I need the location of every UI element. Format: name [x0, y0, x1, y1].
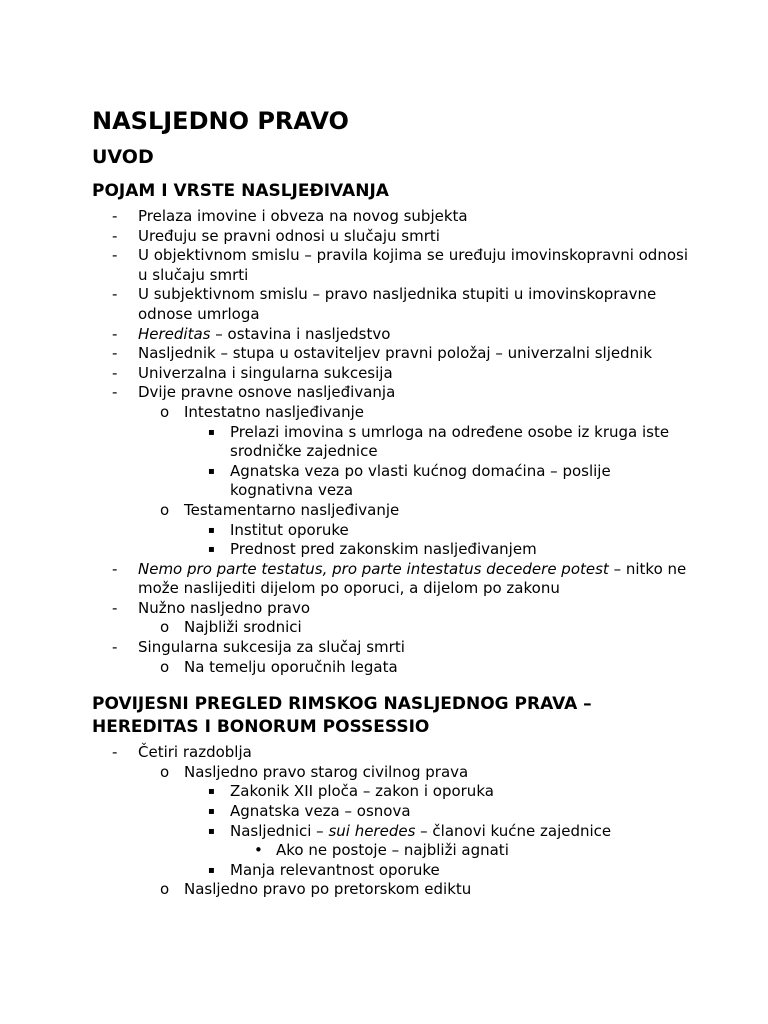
- circle-marker: o: [160, 762, 170, 781]
- list-item: ▪ Nasljednici – sui heredes – članovi kućne zajednice • Ako ne postoje – najbliži agnati: [184, 822, 692, 861]
- dash-marker: -: [112, 226, 118, 245]
- dash-marker: -: [112, 743, 118, 762]
- dash-marker: -: [112, 598, 118, 617]
- list-item: - Dvije pravne osnove nasljeđivanja o Intestatno nasljeđivanje ▪ Prelazi imovina s umrloga na određene osobe iz kruga iste srodničke zajednice ▪ Agnatska veza po vlasti kućnog domaćina – poslije kognativna veza o Testamentarno nasljeđivanje ▪ Institut oporuke ▪ Prednost pred zakonskim nasljeđivanjem: [92, 383, 692, 559]
- document-title: NASLJEDNO PRAVO: [92, 107, 349, 135]
- square-marker: ▪: [208, 426, 215, 438]
- list-item: ▪ Agnatska veza – osnova: [208, 802, 411, 821]
- square-marker: ▪: [208, 806, 215, 818]
- list-item: - U objektivnom smislu – pravila kojima se uređuju imovinskopravni odnosi u slučaju smrti: [112, 246, 688, 284]
- list-item: ▪ Institut oporuke: [208, 520, 349, 539]
- list-level-2: [138, 658, 692, 678]
- list-item: o Najbliži srodnici: [160, 618, 302, 637]
- list-level-4: [230, 841, 692, 861]
- list-level-1: [92, 207, 692, 677]
- list-item: - Četiri razdoblja o Nasljedno pravo starog civilnog prava ▪ Zakonik XII ploča – zakon i oporuka ▪ Agnatska veza – osnova ▪ Nasljednici – sui heredes – članovi kućne zajednice • Ako ne postoje – najbliži agnati ▪ Manja relevantnost oporuke o Nasljedno pravo po pretorskom ediktu: [92, 743, 692, 900]
- list-level-2: [138, 403, 692, 560]
- dash-marker: -: [112, 638, 118, 657]
- list-item: ▪ Prednost pred zakonskim nasljeđivanjem: [208, 540, 537, 559]
- list-item: - Nemo pro parte testatus, pro parte intestatus decedere potest – nitko ne može naslijediti dijelom po oporuci, a dijelom po zakonu: [112, 559, 687, 598]
- dash-marker: -: [112, 344, 118, 363]
- list-item: • Ako ne postoje – najbliži agnati: [254, 841, 509, 860]
- dash-marker: -: [112, 559, 118, 578]
- list-item: o Intestatno nasljeđivanje ▪ Prelazi imovina s umrloga na određene osobe iz kruga iste srodničke zajednice ▪ Agnatska veza po vlasti kućnog domaćina – poslije kognativna veza: [138, 403, 692, 501]
- list-item: - Prelaza imovine i obveza na novog subjekta: [112, 207, 468, 225]
- list-item: o Testamentarno nasljeđivanje ▪ Institut oporuke ▪ Prednost pred zakonskim nasljeđivanjem: [138, 501, 692, 560]
- subsection-heading-2: POVIJESNI PREGLED RIMSKOG NASLJEDNOG PRAVA – HEREDITAS I BONORUM POSSESSIO: [92, 694, 592, 738]
- dash-marker: -: [112, 363, 118, 382]
- list-item: - Nužno nasljedno pravo o Najbliži srodnici: [92, 599, 692, 638]
- list-item: - Nasljednik – stupa u ostaviteljev pravni položaj – univerzalni sljednik: [112, 344, 652, 363]
- list-level-1: [92, 743, 692, 900]
- list-item: - Univerzalna i singularna sukcesija: [112, 363, 393, 382]
- dash-marker: -: [112, 207, 118, 225]
- square-marker: ▪: [208, 825, 215, 837]
- list-item: - Hereditas – ostavina i nasljedstvo: [112, 324, 391, 343]
- document-content: [92, 104, 692, 900]
- list-item: - Uređuju se pravni odnosi u slučaju smrti: [112, 226, 440, 245]
- list-level-2: [138, 618, 692, 638]
- square-marker: ▪: [208, 544, 215, 556]
- square-marker: ▪: [208, 524, 215, 536]
- square-marker: ▪: [208, 864, 215, 876]
- list-item: ▪ Agnatska veza po vlasti kućnog domaćina – poslije kognativna veza: [208, 461, 611, 500]
- dash-marker: -: [112, 324, 118, 343]
- list-item: ▪ Zakonik XII ploča – zakon i oporuka: [208, 782, 494, 801]
- list-item: o Nasljedno pravo po pretorskom ediktu: [160, 880, 472, 899]
- subsection-heading-1: POJAM I VRSTE NASLJEĐIVANJA: [92, 181, 389, 201]
- circle-marker: o: [160, 880, 170, 899]
- list-item: - Singularna sukcesija za slučaj smrti o Na temelju oporučnih legata: [92, 638, 692, 677]
- dash-marker: -: [112, 383, 118, 402]
- dash-marker: -: [112, 285, 118, 304]
- list-level-3: [184, 423, 692, 501]
- list-item: o Nasljedno pravo starog civilnog prava ▪ Zakonik XII ploča – zakon i oporuka ▪ Agnatska veza – osnova ▪ Nasljednici – sui heredes – članovi kućne zajednice • Ako ne postoje – najbliži agnati ▪ Manja relevantnost oporuke: [138, 763, 692, 881]
- circle-marker: o: [160, 500, 170, 519]
- square-marker: ▪: [208, 465, 215, 477]
- list-item: o Na temelju oporučnih legata: [160, 657, 398, 676]
- list-level-2: [138, 763, 692, 900]
- list-item: ▪ Prelazi imovina s umrloga na određene osobe iz kruga iste srodničke zajednice: [208, 422, 670, 461]
- dash-marker: -: [112, 246, 118, 265]
- list-level-3: [184, 521, 692, 560]
- list-level-3: [184, 782, 692, 880]
- list-item: - U subjektivnom smislu – pravo nasljednika stupiti u imovinskopravne odnose umrloga: [112, 285, 657, 323]
- section-heading: UVOD: [92, 146, 154, 168]
- circle-marker: o: [160, 402, 170, 421]
- square-marker: ▪: [208, 786, 215, 798]
- circle-marker: o: [160, 657, 170, 676]
- circle-marker: o: [160, 618, 170, 637]
- list-item: ▪ Manja relevantnost oporuke: [208, 860, 440, 879]
- bullet-marker: •: [254, 841, 263, 860]
